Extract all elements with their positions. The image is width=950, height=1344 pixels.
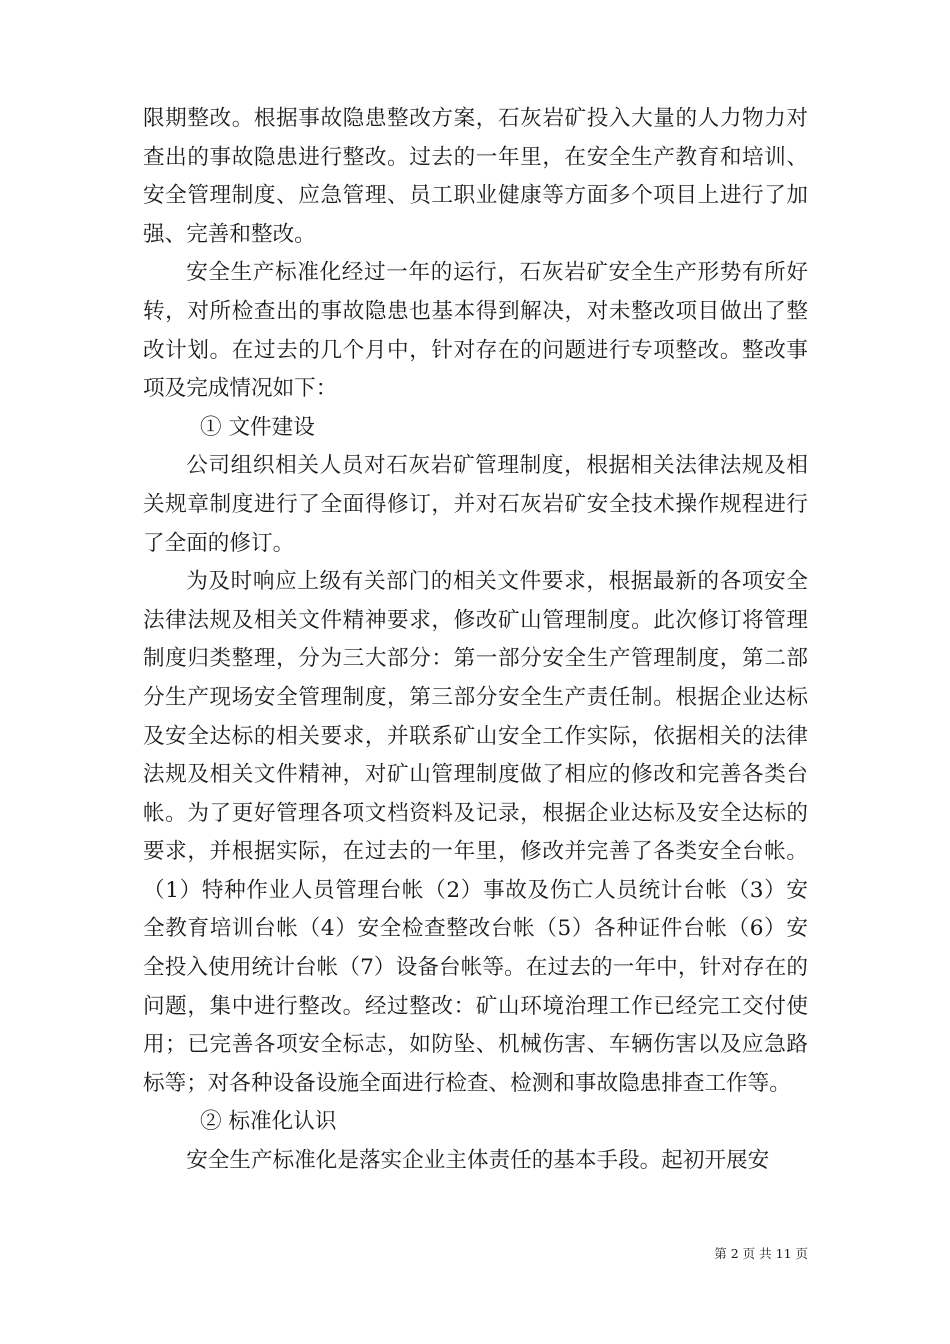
document-body (143, 100, 808, 1181)
paragraph-continuation: 限期整改。根据事故隐患整改方案，石灰岩矿投入大量的人力物力对查出的事故隐患进行整改。过去的一年里，在安全生产教育和培训、安全管理制度、应急管理、员工职业健康等方面多个项目上进行了加强、完善和整改。 (143, 106, 808, 247)
section-heading-standardization-awareness: ② 标准化认识 (200, 1109, 337, 1135)
paragraph-regulation-revision: 公司组织相关人员对石灰岩矿管理制度，根据相关法律法规及相关规章制度进行了全面得修订，并对石灰岩矿安全技术操作规程进行了全面的修订。 (143, 453, 808, 556)
paragraph-standardization-intro: 安全生产标准化是落实企业主体责任的基本手段。起初开展安 (186, 1148, 770, 1174)
paragraph-management-system-update: 为及时响应上级有关部门的相关文件要求，根据最新的各项安全法律法规及相关文件精神要求，修改矿山管理制度。此次修订将管理制度归类整理，分为三大部分：第一部分安全生产管理制度，第二部分生产现场安全管理制度，第三部分安全生产责任制。根据企业达标及安全达标的相关要求，并联系矿山安全工作实际，依据相关的法律法规及相关文件精神，对矿山管理制度做了相应的修改和完善各类台帐。为了更好管理各项文档资料及记录，根据企业达标及安全达标的要求，并根据实际，在过去的一年里，修改并完善了各类安全台帐。（1）特种作业人员管理台帐（2）事故及伤亡人员统计台帐（3）安全教育培训台帐（4）安全检查整改台帐（5）各种证件台帐（6）安全投入使用统计台帐（7）设备台帐等。在过去的一年中，针对存在的问题，集中进行整改。经过整改：矿山环境治理工作已经完工交付使用；已完善各项安全标志，如防坠、机械伤害、车辆伤害以及应急路标等；对各种设备设施全面进行检查、检测和事故隐患排查工作等。 (143, 569, 808, 1096)
section-heading-document-construction: ① 文件建设 (200, 414, 315, 440)
paragraph-standardization-status: 安全生产标准化经过一年的运行，石灰岩矿安全生产形势有所好转，对所检查出的事故隐患也基本得到解决，对未整改项目做出了整改计划。在过去的几个月中，针对存在的问题进行专项整改。整改事项及完成情况如下： (143, 260, 808, 402)
page-number-footer: 第 2 页 共 11 页 (714, 1246, 808, 1261)
